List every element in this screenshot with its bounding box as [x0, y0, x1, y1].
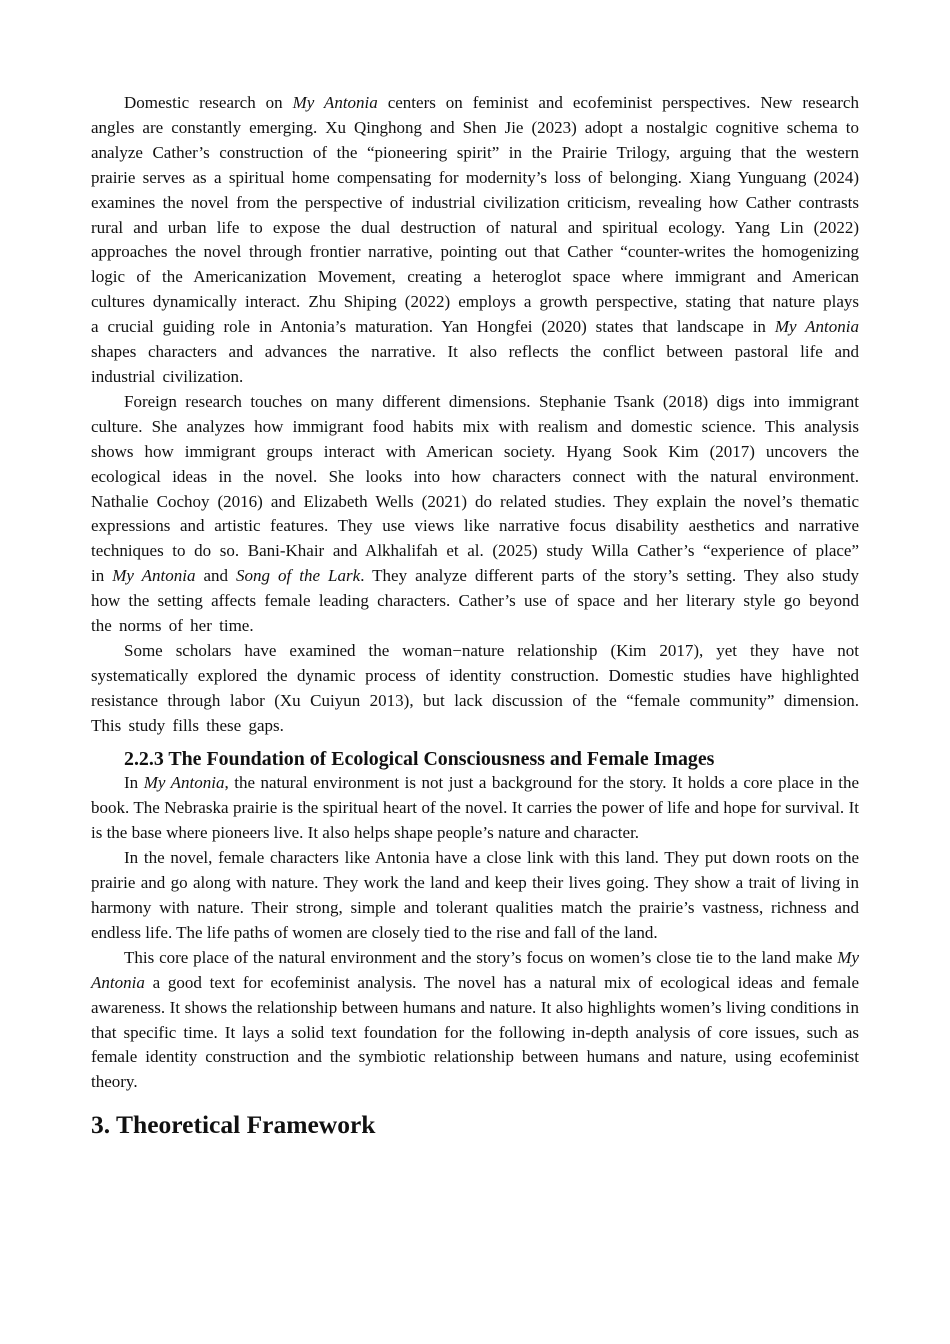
paper-page [91, 91, 859, 1138]
italic-title: My Antonia [143, 773, 225, 793]
paragraph-domestic-research: Domestic research on My Antonia centers on feminist and ecofeminist perspectives. New research angles are constantly emerging. Xu Qinghong and Shen Jie (2023) adopt a nostalgic cognitive schema to analyze Cather’s construction of the “pioneering spirit” in the Prairie Trilogy, arguing that the western prairie serves as a spiritual home compensating for modernity’s loss of belonging. Xiang Yunguang (2024) examines the novel from the perspective of industrial civilization criticism, revealing how Cather contrasts rural and urban life to expose the dual destruction of natural and spiritual ecology. Yang Lin (2022) approaches the novel through frontier narrative, pointing out that Cather “counter-writes the homogenizing logic of the Americanization Movement, creating a heteroglot space where immigrant and American cultures dynamically interact. Zhu Shiping (2022) employs a growth perspective, stating that nature plays a crucial guiding role in Antonia’s maturation. Yan Hongfei (2020) states that landscape in My Antonia shapes characters and advances the narrative. It also reflects the conflict between pastoral life and industrial civilization. [91, 93, 859, 386]
subheading-2-2-3: 2.2.3 The Foundation of Ecological Consciousness and Female Images [124, 747, 715, 770]
paragraph-research-gap: Some scholars have examined the woman−nature relationship (Kim 2017), yet they have not systematically explored the dynamic process of identity construction. Domestic studies have highlighted resistance through labor (Xu Cuiyun 2013), but lack discussion of the “female community” dimension. This study fills these gaps. [91, 640, 859, 735]
italic-title: My Antonia [292, 93, 378, 112]
italic-title: My Antonia [91, 947, 859, 992]
section-heading-theoretical-framework: 3. Theoretical Framework [91, 1110, 376, 1140]
italic-title: Song of the Lark [236, 566, 361, 586]
italic-title: My Antonia [774, 317, 859, 337]
paragraph-foreign-research: Foreign research touches on many different dimensions. Stephanie Tsank (2018) digs into immigrant culture. She analyzes how immigrant food habits mix with realism and domestic science. This analysis shows how immigrant groups interact with American society. Hyang Sook Kim (2017) uncovers the ecological ideas in the novel. She looks into how characters connect with the natural environment. Nathalie Cochoy (2016) and Elizabeth Wells (2021) do related studies. They explain the novel’s thematic expressions and artistic features. They use views like narrative focus disability aesthetics and narrative techniques to do so. Bani-Khair and Alkhalifah et al. (2025) study Willa Cather’s “experience of place” in My Antonia and Song of the Lark. They analyze different parts of the story’s setting. They also study how the setting affects female leading characters. Cather’s use of space and her literary style go beyond the norms of her time. [91, 391, 860, 636]
foundation-section [91, 771, 859, 1095]
paragraph-ecofeminist-text: This core place of the natural environment and the story’s focus on women’s close tie to the land make My Antonia a good text for ecofeminist analysis. The novel has a natural mix of ecological ideas and female awareness. It shows the relationship between humans and nature. It also highlights women’s living conditions in that specific time. It lays a solid text foundation for the following in-depth analysis of core issues, such as female identity construction and the symbiotic relationship between humans and nature, using ecofeminist theory. [91, 947, 859, 1092]
paragraph-natural-environment: In My Antonia, the natural environment is not just a background for the story. It holds a core place in the book. The Nebraska prairie is the spiritual heart of the novel. It carries the power of life and hope for survival. It is the base where pioneers live. It also helps shape people’s nature and character. [91, 773, 860, 843]
italic-title: My Antonia [112, 566, 196, 586]
literature-review-section [91, 91, 859, 739]
paragraph-female-characters: In the novel, female characters like Antonia have a close link with this land. They put down roots on the prairie and go along with nature. They work the land and keep their lives going. They show a trait of living in harmony with nature. Their strong, simple and tolerant qualities match the prairie’s vastness, richness and endless life. The life paths of women are closely tied to the rise and fall of the land. [91, 848, 859, 942]
